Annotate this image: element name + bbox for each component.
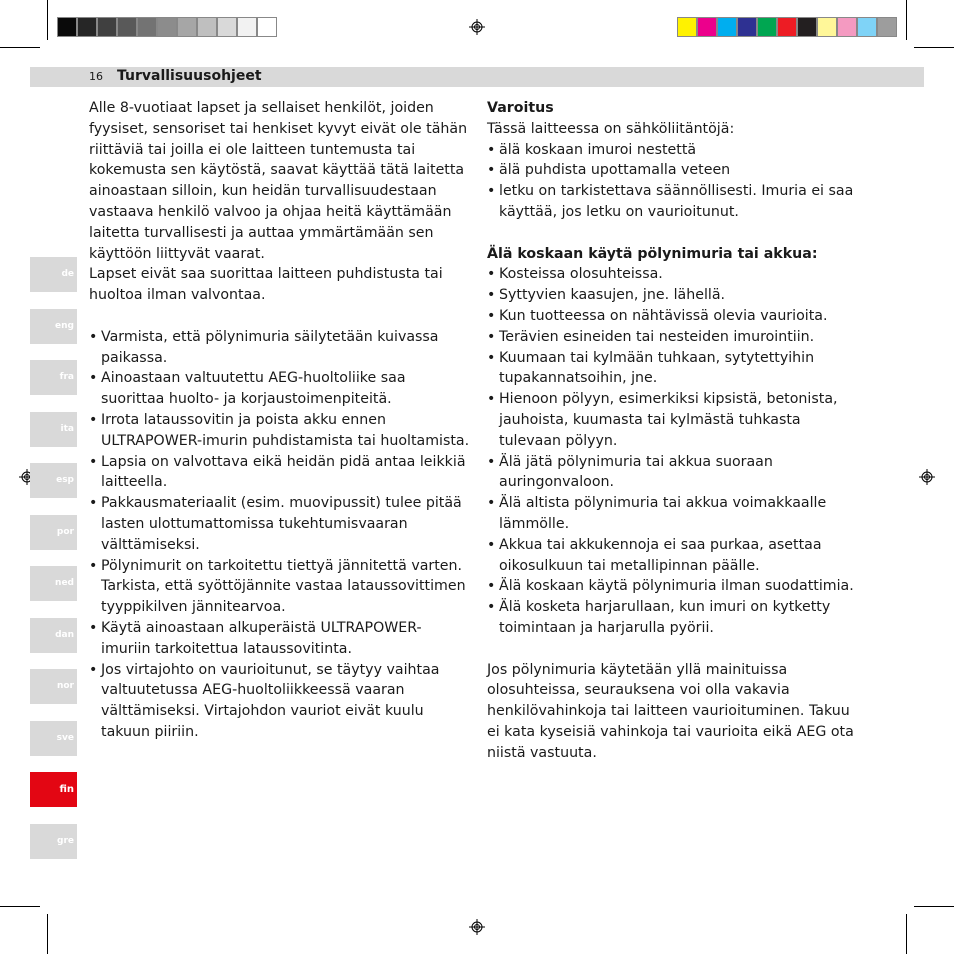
language-tab-eng[interactable]: eng [30,309,77,344]
right-column [487,98,863,764]
color-swatch [157,17,177,37]
list-item: • Lapsia on valvottava eikä heidän pidä antaa leikkiä laitteella. [89,452,471,494]
registration-mark-icon [919,469,935,485]
list-item: • Terävien esineiden tai nesteiden imurointiin. [487,327,863,348]
intro-paragraph: Alle 8-vuotiaat lapset ja sellaiset henkilöt, joiden fyysiset, sensoriset tai henkiset kyvyt eivät ole tähän riittäviä tai joilla ei ole laitteen tuntemusta tai kokemusta sen käytöstä, saavat käyttää tätä laitetta ainoastaan silloin, kun heidän turvallisuudestaan vastaava henkilö valvoo ja ohjaa heitä käyttämään laitetta turvallisesti ja auttaa ymmärtämään sen käyttöön liittyvät vaarat. [89,100,468,262]
color-swatch [117,17,137,37]
color-swatch [77,17,97,37]
color-swatch [237,17,257,37]
language-tab-ita[interactable]: ita [30,412,77,447]
language-tab-por[interactable]: por [30,515,77,550]
list-item: • Älä kosketa harjarullaan, kun imuri on kytketty toimintaan ja harjarulla pyörii. [487,597,863,639]
crop-mark [0,47,40,48]
color-swatch [777,17,797,37]
color-swatch [737,17,757,37]
warning-intro: Tässä laitteessa on sähköliitäntöjä: [487,120,735,137]
intro-paragraph-2: Lapset eivät saa suorittaa laitteen puhdistusta tai huoltoa ilman valvontaa. [89,266,443,304]
crop-mark [0,906,40,907]
color-swatch [797,17,817,37]
color-swatch [137,17,157,37]
language-tab-esp[interactable]: esp [30,463,77,498]
color-swatch [677,17,697,37]
list-item: • Käytä ainoastaan alkuperäistä ULTRAPOWER-imuriin tarkoitettua lataussovitinta. [89,618,471,660]
crop-mark [906,0,907,40]
language-tab-dan[interactable]: dan [30,618,77,653]
list-item: • Syttyvien kaasujen, jne. lähellä. [487,285,863,306]
language-tab-sve[interactable]: sve [30,721,77,756]
color-swatch [697,17,717,37]
list-item: • Älä jätä pölynimuria tai akkua suoraan auringonvaloon. [487,452,863,494]
color-swatch [757,17,777,37]
color-swatch [877,17,897,37]
language-tab-gre[interactable]: gre [30,824,77,859]
crop-mark [47,0,48,40]
color-swatch [177,17,197,37]
color-swatch [857,17,877,37]
process-color-bar [677,17,897,37]
list-item: • Varmista, että pölynimuria säilytetään kuivassa paikassa. [89,327,471,369]
warning-heading: Varoitus [487,100,554,116]
color-swatch [257,17,277,37]
list-item: • Kuumaan tai kylmään tuhkaan, sytytettyihin tupakannatsoihin, jne. [487,348,863,390]
list-item: • Ainoastaan valtuutettu AEG-huoltoliike saa suorittaa huolto- ja korjaustoimenpiteitä. [89,368,471,410]
warning-bullet-list [487,140,863,223]
color-swatch [837,17,857,37]
never-use-heading: Älä koskaan käytä pölynimuria tai akkua: [487,245,818,262]
list-item: • Pölynimurit on tarkoitettu tiettyä jännitettä varten. Tarkista, että syöttöjännite vastaa lataussovittimen tyyppikilven jännitearvoa. [89,556,471,618]
registration-mark-icon [469,19,485,35]
left-column [89,98,471,743]
language-tab-nor[interactable]: nor [30,669,77,704]
color-swatch [97,17,117,37]
list-item: • Kosteissa olosuhteissa. [487,264,863,285]
color-swatch [57,17,77,37]
color-swatch [717,17,737,37]
list-item: • älä puhdista upottamalla veteen [487,160,863,181]
list-item: • älä koskaan imuroi nestettä [487,140,863,161]
page-number: 16 [89,70,103,83]
list-item: • letku on tarkistettava säännöllisesti. Imuria ei saa käyttää, jos letku on vaurioitunut. [487,181,863,223]
section-title: Turvallisuusohjeet [117,68,262,84]
list-item: • Pakkausmateriaalit (esim. muovipussit) tulee pitää lasten ulottumattomissa tukehtumisvaaran välttämiseksi. [89,493,471,555]
safety-bullet-list [89,327,471,743]
crop-mark [914,47,954,48]
list-item: • Älä altista pölynimuria tai akkua voimakkaalle lämmölle. [487,493,863,535]
color-swatch [197,17,217,37]
language-tab-fra[interactable]: fra [30,360,77,395]
list-item: • Hienoon pölyyn, esimerkiksi kipsistä, betonista, jauhoista, kuumasta tai kylmästä tuhkasta tulevaan pölyyn. [487,389,863,451]
list-item: • Kun tuotteessa on nähtävissä olevia vaurioita. [487,306,863,327]
crop-mark [914,906,954,907]
registration-mark-icon [469,919,485,935]
language-tab-ned[interactable]: ned [30,566,77,601]
grayscale-color-bar [57,17,277,37]
color-swatch [817,17,837,37]
closing-paragraph: Jos pölynimuria käytetään yllä mainituissa olosuhteissa, seurauksena voi olla vakavia henkilövahinkoja tai laitteen vaurioituminen. Takuu ei kata kyseisiä vahinkoja tai vaurioita eikä AEG ota niistä vastuuta. [487,661,854,761]
list-item: • Jos virtajohto on vaurioitunut, se täytyy vaihtaa valtuutetussa AEG-huoltoliikkeessä vaaran välttämiseksi. Virtajohdon vauriot eivät kuulu takuun piiriin. [89,660,471,743]
color-swatch [217,17,237,37]
crop-mark [906,914,907,954]
crop-mark [47,914,48,954]
language-tab-de[interactable]: de [30,257,77,292]
language-tab-fin[interactable]: fin [30,772,77,807]
never-use-bullet-list [487,264,863,638]
list-item: • Irrota lataussovitin ja poista akku ennen ULTRAPOWER-imurin puhdistamista tai huoltamista. [89,410,471,452]
list-item: • Älä koskaan käytä pölynimuria ilman suodattimia. [487,576,863,597]
list-item: • Akkua tai akkukennoja ei saa purkaa, asettaa oikosulkuun tai metallipinnan päälle. [487,535,863,577]
